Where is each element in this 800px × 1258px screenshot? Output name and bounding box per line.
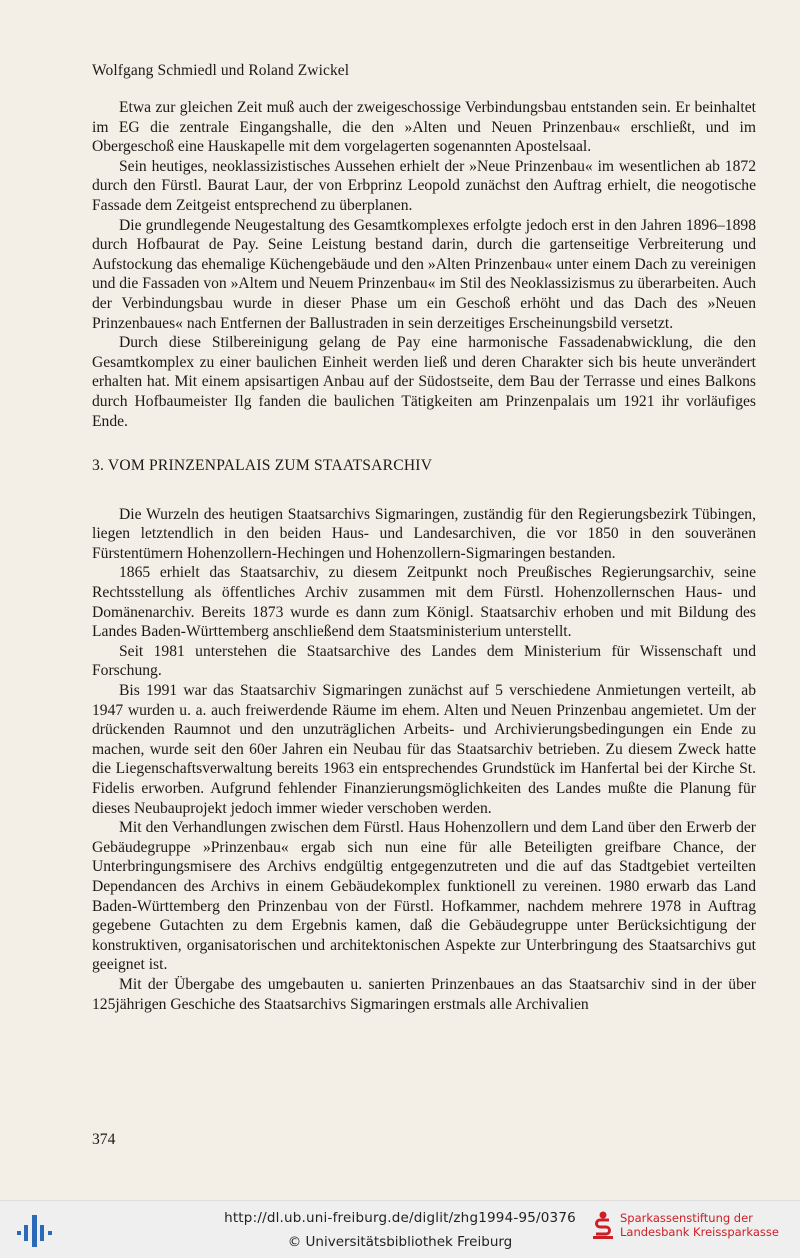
paragraph: Seit 1981 unterstehen die Staatsarchive des Landes dem Ministerium für Wissenschaft und Forschung.: [92, 642, 756, 680]
paragraph: 1865 erhielt das Staatsarchiv, zu diesem Zeitpunkt noch Preußisches Regierungsarchiv, seine Rechtsstellung als öffentliches Archiv zusammen mit dem Fürstl. Hohenzollernschen Haus- und Domänenarchiv. Bereits 1873 wurde es dann zum Königl. Staatsarchiv erhoben und mit Bildung des Landes Baden-Württemberg anschließend dem Staatsministerium unterstellt.: [92, 564, 756, 641]
sponsor-name: [620, 1211, 779, 1239]
paragraph: Die Wurzeln des heutigen Staatsarchivs Sigmaringen, zuständig für den Regierungsbezirk Tübingen, liegen letztendlich in den beiden Haus- und Landesarchiven, die vor 1850 in den souveränen Fürstentümern Hohenzollern-Hechingen und Hohenzollern-Sigmaringen bestanden.: [92, 505, 756, 562]
paragraph: Sein heutiges, neoklassizistisches Aussehen erhielt der »Neue Prinzenbau« im wesentlichen ab 1872 durch den Fürstl. Baurat Laur, der von Erbprinz Leopold zunächst den Auftrag erhielt, die neogotische Fassade dem Zeitgeist entsprechend zu überplanen.: [92, 157, 756, 214]
paragraph: Mit der Übergabe des umgebauten u. sanierten Prinzenbaues an das Staatsarchiv sind in der über 125jährigen Geschiche des Staatsarchivs Sigmaringen erstmals alle Archivalien: [92, 975, 756, 1013]
permalink-url[interactable]: http://dl.ub.uni-freiburg.de/diglit/zhg1994-95/0376: [224, 1210, 576, 1226]
viewer-footer: [0, 1200, 800, 1258]
paragraph: Etwa zur gleichen Zeit muß auch der zweigeschossige Verbindungsbau entstanden sein. Er beinhaltet im EG die zentrale Eingangshalle, die den »Alten und Neuen Prinzenbau« erschließt, und im Obergeschoß eine Hauskapelle mit dem vorgelagerten sogenannten Apostelsaal.: [92, 99, 756, 156]
copyright-notice: © Universitätsbibliothek Freiburg: [287, 1234, 513, 1250]
running-header-authors: Wolfgang Schmiedl und Roland Zwickel: [92, 62, 350, 79]
page-number: 374: [92, 1131, 116, 1148]
paragraph: Mit den Verhandlungen zwischen dem Fürstl. Haus Hohenzollern und dem Land über den Erwerb der Gebäudegruppe »Prinzenbau« ergab sich nun eine für alle Beteiligten greifbare Chance, der Unterbringungsmisere des Archivs endgültig entgegenzutreten und die auf das Stadtgebiet verteilten Dependancen des Archivs in einem Gebäudekomplex funktionell zu vereinen. 1980 erwarb das Land Baden-Württemberg den Prinzenbau von der Fürstl. Hofkammer, nachdem mehrere 1978 in Auftrag gegebene Gutachten zu dem Ergebnis kamen, daß die Gebäudegruppe unter Berücksichtigung der konstruktiven, organisatorischen und architektonischen Aspekte zur Unterbringung des Staatsarchivs gut geeignet ist.: [92, 819, 756, 974]
sponsor-line-1: Sparkassenstiftung der: [620, 1211, 753, 1225]
paragraph: Bis 1991 war das Staatsarchiv Sigmaringen zunächst auf 5 verschiedene Anmietungen verteilt, ab 1947 wurden u. a. auch freiwerdende Räume im ehem. Alten und Neuen Prinzenbau angemietet. Um der drückenden Raumnot und den unzuträglichen Arbeits- und Archivierungsbedingungen ein Ende zu machen, wurde seit den 60er Jahren ein Neubau für das Staatsarchiv betrieben. Zu diesem Zweck hatte die Liegenschaftsverwaltung bereits 1963 ein entsprechendes Grundstück im Hanfertal bei der Kirche St. Fidelis erworben. Aufgrund fehlender Finanzierungsmöglichkeiten des Landes mußte die Planung für dieses Neubauprojekt jedoch immer wieder verschoben werden.: [92, 682, 756, 817]
sponsor-line-2: Landesbank Kreissparkasse: [620, 1225, 779, 1239]
sparkasse-logo-icon: [592, 1211, 614, 1239]
sponsor-logo[interactable]: [592, 1210, 797, 1252]
section-heading: 3. VOM PRINZENPALAIS ZUM STAATSARCHIV: [92, 457, 433, 475]
article-body: [92, 98, 756, 1014]
paragraph: Die grundlegende Neugestaltung des Gesamtkomplexes erfolgte jedoch erst in den Jahren 1896–1898 durch Hofbaurat de Pay. Seine Leistung bestand darin, durch die gartenseitige Verbreiterung und Aufstockung das ehemalige Küchengebäude und den »Alten Prinzenbau« unter einem Dach zu vereinigen und die Fassaden von »Altem und Neuem Prinzenbau« im Stil des Neoklassizismus zu überarbeiten. Auch der Verbindungsbau wurde in dieser Phase um ein Geschoß erhöht und das Dach des »Neuen Prinzenbaues« nach Entfernen der Ballustraden in sein derzeitiges Erscheinungsbild versetzt.: [92, 216, 756, 332]
paragraph: Durch diese Stilbereinigung gelang de Pay eine harmonische Fassadenabwicklung, die den Gesamtkomplex zu einer baulichen Einheit werden ließ und deren Charakter sich bis heute unverändert erhalten hat. Mit einem apsisartigen Anbau auf der Südostseite, dem Bau der Terrasse und eines Balkons durch Hofbaumeister Ilg fanden die baulichen Tätigkeiten am Prinzenpalais um 1921 ihr vorläufiges Ende.: [92, 334, 756, 430]
